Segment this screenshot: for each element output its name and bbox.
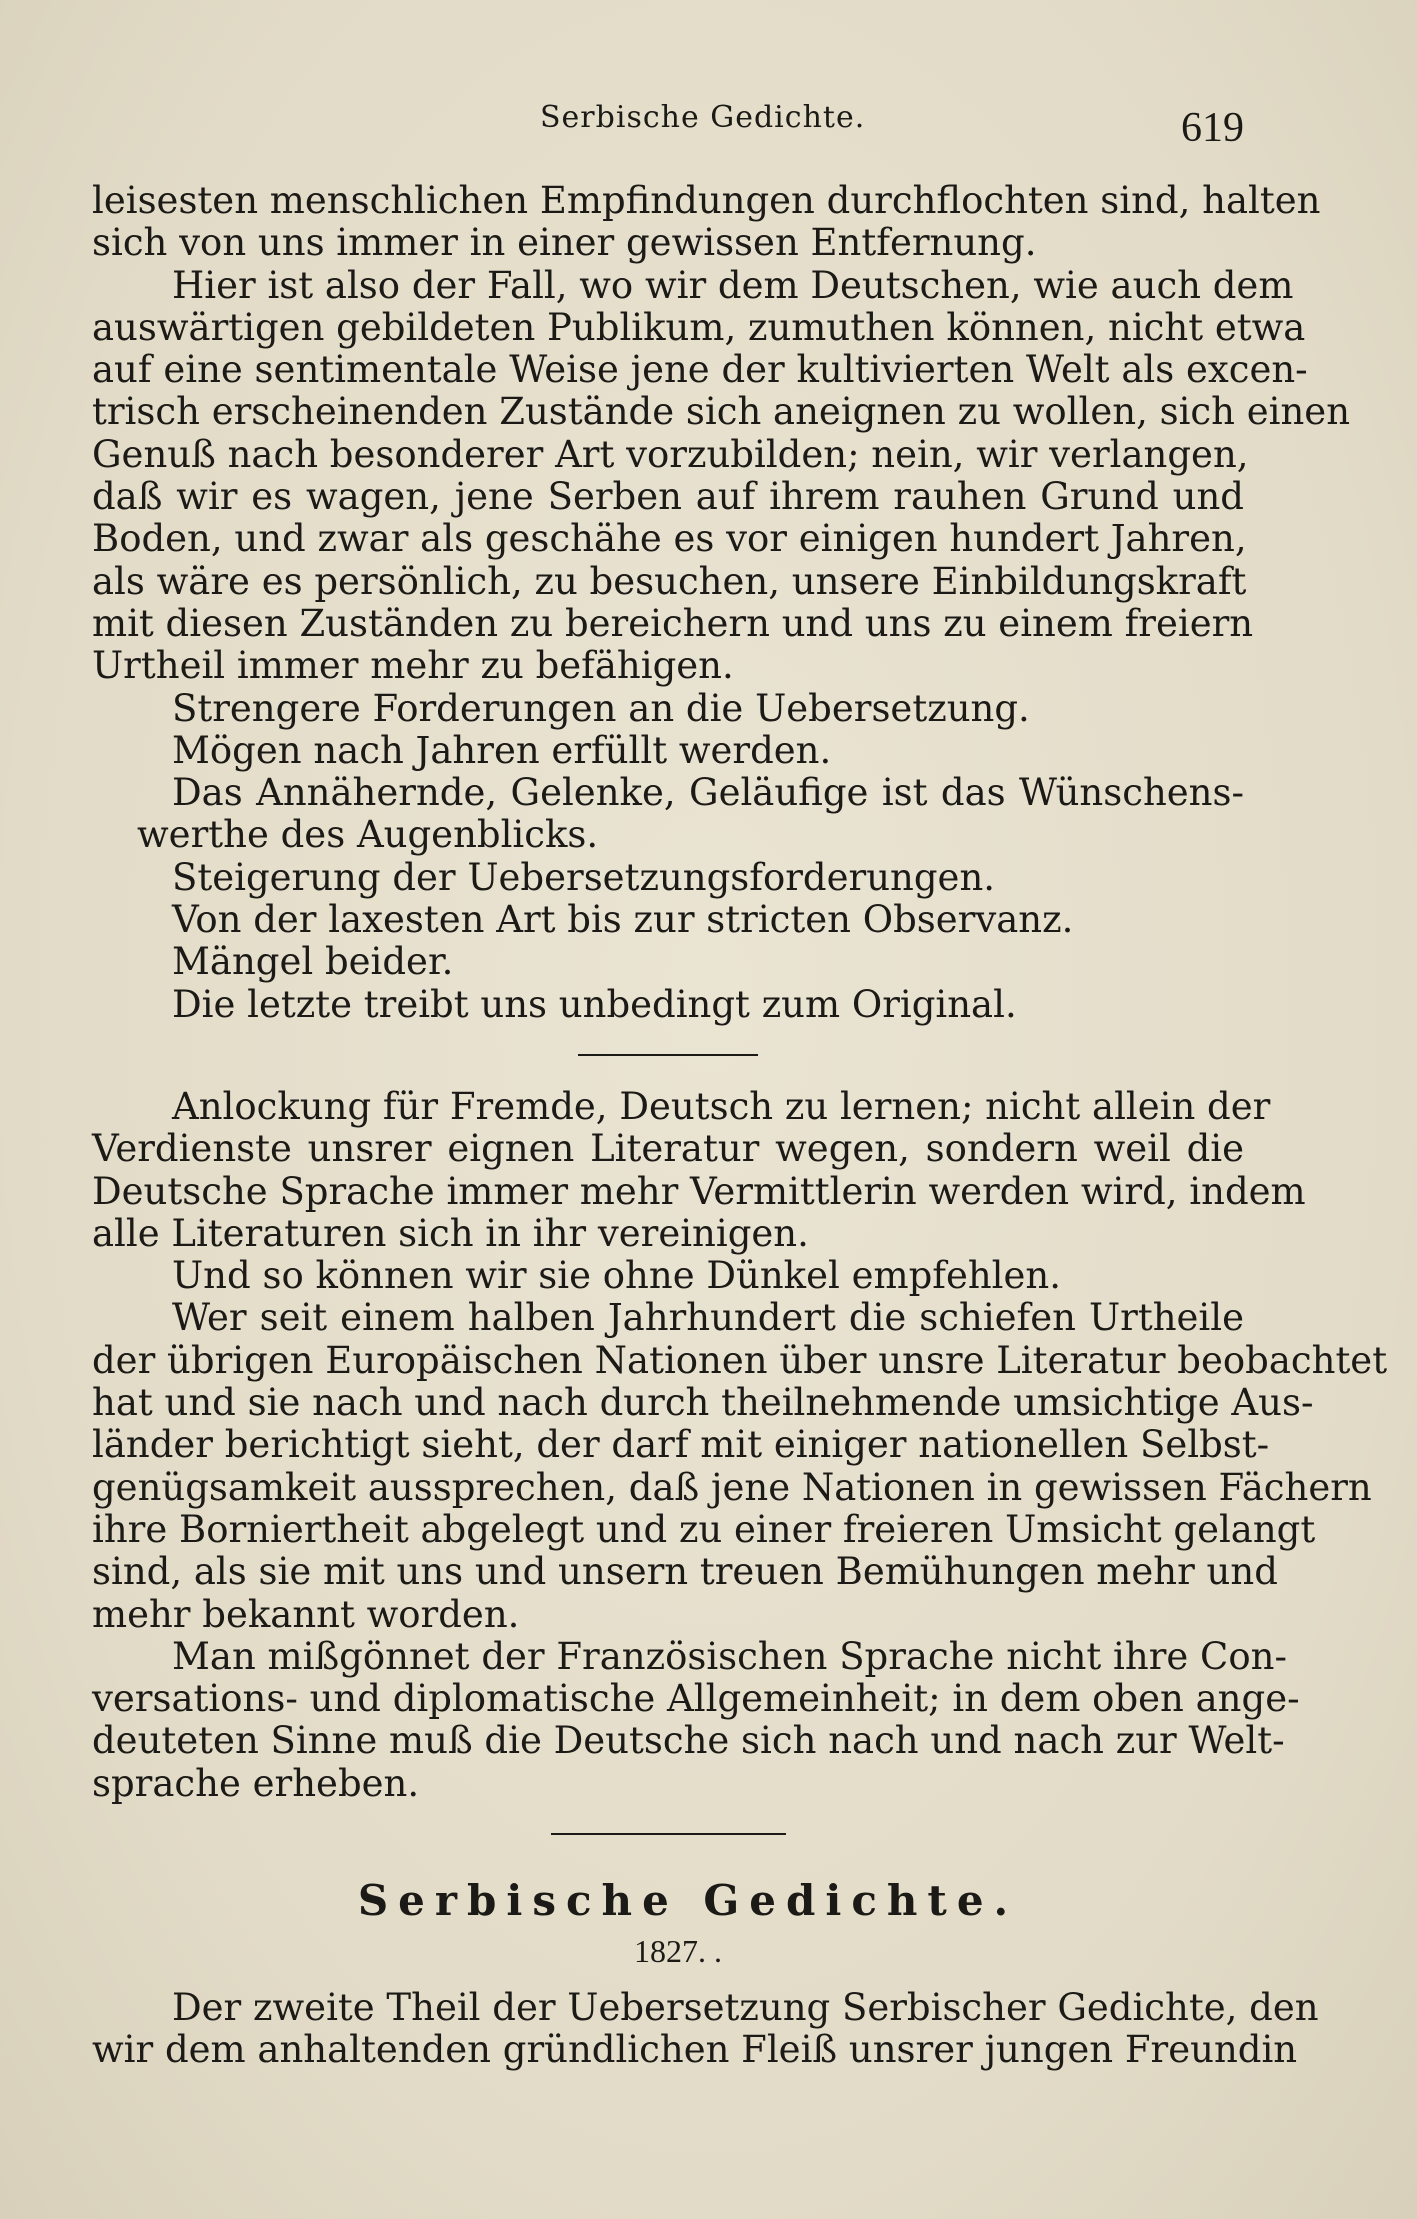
text-line: Mögen nach Jahren erfüllt werden. xyxy=(172,728,832,772)
text-line: auswärtigen gebildeten Publikum, zumuthen können, nicht etwa xyxy=(92,305,1306,349)
section-heading: Serbische Gedichte. xyxy=(357,1875,1019,1925)
text-line: ihre Borniertheit abgelegt und zu einer freieren Umsicht gelangt xyxy=(92,1507,1316,1551)
text-line: Hier ist also der Fall, wo wir dem Deutschen, wie auch dem xyxy=(172,263,1294,307)
text-line: Mängel beider. xyxy=(172,940,454,984)
text-line: Anlockung für Fremde, Deutsch zu lernen; nicht allein der xyxy=(172,1084,1271,1128)
text-block-serbische-gedichte xyxy=(92,1985,1319,2072)
text-line: sich von uns immer in einer gewissen Entfernung. xyxy=(92,221,1037,265)
text-line: Urtheil immer mehr zu befähigen. xyxy=(92,644,734,688)
text-line: mehr bekannt worden. xyxy=(92,1592,520,1636)
text-line: mit diesen Zuständen zu bereichern und uns zu einem freiern xyxy=(92,601,1254,645)
text-line: auf eine sentimentale Weise jene der kultivierten Welt als excen- xyxy=(92,348,1308,392)
text-line: hat und sie nach und nach durch theilnehmende umsichtige Aus- xyxy=(92,1381,1314,1425)
text-line: Das Annähernde, Gelenke, Geläufige ist das Wünschens- xyxy=(172,771,1244,815)
text-line: Steigerung der Uebersetzungsforderungen. xyxy=(172,855,996,899)
text-line: daß wir es wagen, jene Serben auf ihrem rauhen Grund und xyxy=(92,475,1244,519)
text-line: Und so können wir sie ohne Dünkel empfehlen. xyxy=(172,1254,1061,1298)
page-number: 619 xyxy=(1181,105,1244,151)
section-divider xyxy=(578,1054,758,1056)
running-head: Serbische Gedichte. xyxy=(540,100,866,135)
text-line: trisch erscheinenden Zustände sich aneignen zu wollen, sich einen xyxy=(92,390,1351,434)
text-line: länder berichtigt sieht, der darf mit einiger nationellen Selbst- xyxy=(92,1423,1270,1467)
text-line: Der zweite Theil der Uebersetzung Serbischer Gedichte, den xyxy=(172,1985,1319,2029)
text-line: der übrigen Europäischen Nationen über unsre Literatur beobachtet xyxy=(92,1338,1388,1382)
text-line: sprache erheben. xyxy=(92,1761,420,1805)
text-line: Man mißgönnet der Französischen Sprache nicht ihre Con- xyxy=(172,1634,1287,1678)
text-line: wir dem anhaltenden gründlichen Fleiß unsrer jungen Freundin xyxy=(92,2028,1298,2072)
text-line: Die letzte treibt uns unbedingt zum Original. xyxy=(172,982,1017,1026)
page-body xyxy=(92,179,1388,2072)
text-line: sind, als sie mit uns und unsern treuen Bemühungen mehr und xyxy=(92,1550,1278,1594)
text-line: versations- und diplomatische Allgemeinheit; in dem oben ange- xyxy=(92,1677,1300,1721)
text-line: leisesten menschlichen Empfindungen durchflochten sind, halten xyxy=(92,179,1321,222)
text-line: Boden, und zwar als geschähe es vor einigen hundert Jahren, xyxy=(92,517,1247,561)
text-line: deuteten Sinne muß die Deutsche sich nach und nach zur Welt- xyxy=(92,1719,1285,1763)
text-block-uebersetzung xyxy=(92,179,1351,1026)
text-block-anlockung xyxy=(92,1084,1388,1805)
text-line: als wäre es persönlich, zu besuchen, unsere Einbildungskraft xyxy=(92,559,1247,603)
text-line: Genuß nach besonderer Art vorzubilden; nein, wir verlangen, xyxy=(92,432,1249,476)
text-line: Von der laxesten Art bis zur stricten Observanz. xyxy=(172,898,1074,942)
text-line: genügsamkeit aussprechen, daß jene Nationen in gewissen Fächern xyxy=(92,1465,1372,1509)
text-line: Verdienste unsrer eignen Literatur wegen, sondern weil die xyxy=(92,1127,1244,1171)
text-line: Strengere Forderungen an die Uebersetzung. xyxy=(172,686,1030,730)
text-line: Wer seit einem halben Jahrhundert die schiefen Urtheile xyxy=(172,1296,1244,1340)
section-divider xyxy=(551,1833,786,1835)
text-line: alle Literaturen sich in ihr vereinigen. xyxy=(92,1211,809,1255)
text-line: Deutsche Sprache immer mehr Vermittlerin werden wird, indem xyxy=(92,1169,1306,1213)
text-line: werthe des Augenblicks. xyxy=(137,813,599,857)
section-year: 1827. . xyxy=(634,1932,722,1969)
